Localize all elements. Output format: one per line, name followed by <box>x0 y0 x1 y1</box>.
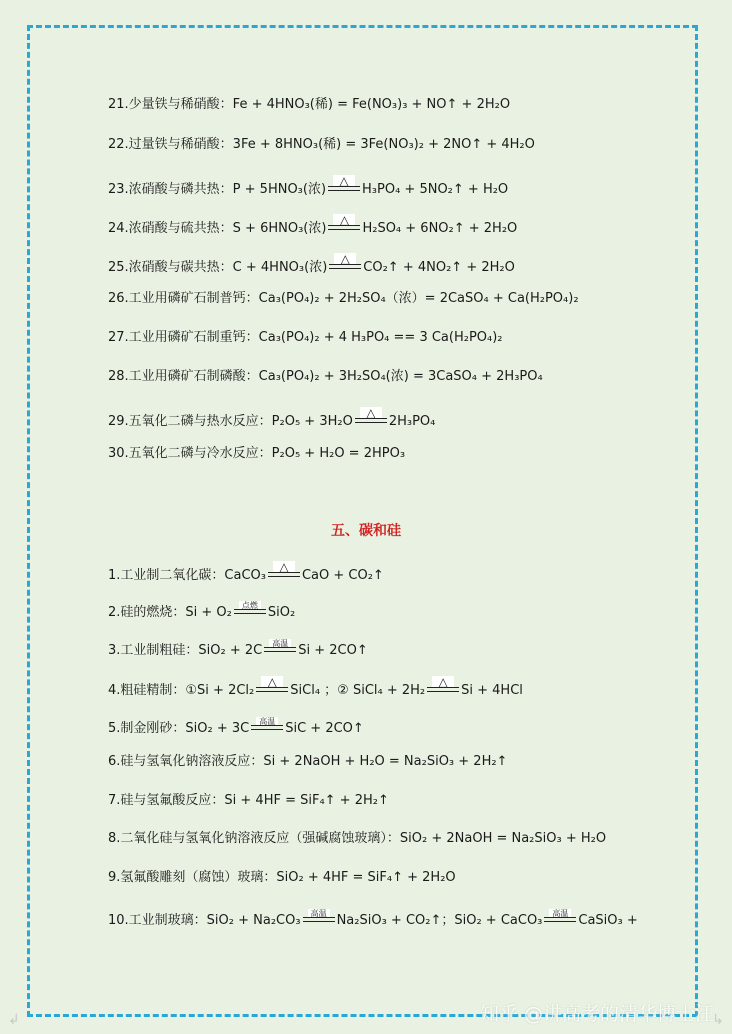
reaction-condition-label: △ <box>432 676 454 688</box>
equation-text: Si + 4HCl <box>461 683 523 698</box>
equals-bars <box>328 186 360 191</box>
equation-text: 21.少量铁与稀硝酸：Fe + 4HNO₃(稀) = Fe(NO₃)₃ + NO↑ + 2H₂O <box>108 97 511 112</box>
reaction-condition-label: 高温 <box>256 717 278 726</box>
equation-line-r27 <box>108 330 503 346</box>
equation-text: 4.粗硅精制：①Si + 2Cl₂ <box>108 683 255 698</box>
equation-line-r26 <box>108 291 579 307</box>
reaction-condition-sign <box>426 675 460 694</box>
reaction-condition-sign <box>543 908 577 924</box>
equation-line-s5 <box>108 716 364 737</box>
equation-text: 8.二氧化硅与氢氧化钠溶液反应（强碱腐蚀玻璃）：SiO₂ + 2NaOH = Na₂SiO₃ + H₂O <box>108 831 607 846</box>
equation-text: SiC + 2CO↑ <box>285 721 364 736</box>
equation-line-r29 <box>108 406 436 430</box>
equation-text: 29.五氧化二磷与热水反应：P₂O₅ + 3H₂O <box>108 414 353 429</box>
equation-text: Na₂SiO₃ + CO₂↑；SiO₂ + CaCO₃ <box>336 913 543 928</box>
reaction-condition-label: 高温 <box>308 909 330 918</box>
equals-bars <box>427 687 459 692</box>
reaction-condition-sign <box>250 716 284 732</box>
equation-text: SiCl₄ ；② SiCl₄ + 2H₂ <box>290 683 426 698</box>
equation-text: 25.浓硝酸与碳共热：C + 4HNO₃(浓) <box>108 260 328 275</box>
equation-text: 6.硅与氢氧化钠溶液反应：Si + 2NaOH + H₂O = Na₂SiO₃ + 2H₂↑ <box>108 754 508 769</box>
equation-line-s8 <box>108 831 606 847</box>
equation-text: 5.制金刚砂：SiO₂ + 3C <box>108 721 250 736</box>
section-heading: 五、碳和硅 <box>331 523 401 539</box>
equation-text: CaSiO₃ + <box>578 913 638 928</box>
equals-bars <box>256 687 288 692</box>
equation-line-s4 <box>108 675 523 699</box>
equation-line-s9 <box>108 870 456 886</box>
reaction-condition-label: △ <box>333 214 355 226</box>
equation-text: 27.工业用磷矿石制重钙：Ca₃(PO₄)₂ + 4 H₃PO₄ == 3 Ca(H₂PO₄)₂ <box>108 330 503 345</box>
equation-line-s6 <box>108 754 507 770</box>
reaction-condition-sign <box>267 560 301 579</box>
equation-text: 3.工业制粗硅：SiO₂ + 2C <box>108 643 263 658</box>
equation-text: 10.工业制玻璃：SiO₂ + Na₂CO₃ <box>108 913 301 928</box>
reaction-condition-sign <box>302 908 336 924</box>
equals-bars <box>303 917 335 922</box>
equals-bars <box>329 264 361 269</box>
equation-line-r22 <box>108 137 535 153</box>
equation-text: H₃PO₄ + 5NO₂↑ + H₂O <box>362 182 509 197</box>
equation-line-r28 <box>108 369 543 385</box>
equation-text: CO₂↑ + 4NO₂↑ + 2H₂O <box>363 260 515 275</box>
reaction-condition-sign <box>327 174 361 193</box>
reaction-condition-label: △ <box>333 175 355 187</box>
equation-text: 23.浓硝酸与磷共热：P + 5HNO₃(浓) <box>108 182 327 197</box>
equation-text: H₂SO₄ + 6NO₂↑ + 2H₂O <box>362 221 518 236</box>
equals-bars <box>251 725 283 730</box>
equation-text: 28.工业用磷矿石制磷酸：Ca₃(PO₄)₂ + 3H₂SO₄(浓) = 3CaSO₄ + 2H₃PO₄ <box>108 369 543 384</box>
equation-text: 24.浓硝酸与硫共热：S + 6HNO₃(浓) <box>108 221 327 236</box>
equation-text: 7.硅与氢氟酸反应：Si + 4HF = SiF₄↑ + 2H₂↑ <box>108 793 389 808</box>
equals-bars <box>264 647 296 652</box>
equals-bars <box>328 225 360 230</box>
equation-line-s7 <box>108 793 389 809</box>
reaction-condition-label: 点燃 <box>239 601 261 610</box>
reaction-condition-label: △ <box>360 407 382 419</box>
equation-text: SiO₂ <box>267 605 296 620</box>
reaction-condition-sign <box>255 675 289 694</box>
equation-text: Si + 2CO↑ <box>298 643 368 658</box>
reaction-condition-sign <box>327 213 361 232</box>
equation-line-r30 <box>108 446 405 462</box>
equation-text: 2.硅的燃烧：Si + O₂ <box>108 605 232 620</box>
equation-line-s10 <box>108 908 638 929</box>
equation-text: 9.氢氟酸雕刻（腐蚀）玻璃：SiO₂ + 4HF = SiF₄↑ + 2H₂O <box>108 870 456 885</box>
equals-bars <box>544 917 576 922</box>
reaction-condition-label: 高温 <box>269 639 291 648</box>
equation-line-s2 <box>108 600 295 621</box>
watermark: 知乎 @讲高考的清华博士汪 <box>479 1003 714 1025</box>
equation-line-r24 <box>108 213 518 237</box>
equals-bars <box>355 418 387 423</box>
corner-arrow-right-icon: ↳ <box>712 1012 724 1028</box>
equation-text: 26.工业用磷矿石制普钙：Ca₃(PO₄)₂ + 2H₂SO₄（浓）= 2CaSO₄ + Ca(H₂PO₄)₂ <box>108 291 579 306</box>
reaction-condition-label: △ <box>273 561 295 573</box>
equals-bars <box>268 572 300 577</box>
equals-bars <box>234 609 266 614</box>
equation-text: 30.五氧化二磷与冷水反应：P₂O₅ + H₂O = 2HPO₃ <box>108 446 406 461</box>
equation-line-s3 <box>108 638 368 659</box>
equation-text: 22.过量铁与稀硝酸：3Fe + 8HNO₃(稀) = 3Fe(NO₃)₂ + 2NO↑ + 4H₂O <box>108 137 535 152</box>
equation-text: 1.工业制二氧化碳：CaCO₃ <box>108 568 266 583</box>
reaction-condition-label: △ <box>261 676 283 688</box>
reaction-condition-label: △ <box>334 253 356 265</box>
equation-line-r21 <box>108 97 510 113</box>
reaction-condition-sign <box>263 638 297 654</box>
reaction-condition-sign <box>354 406 388 425</box>
reaction-condition-sign <box>328 252 362 271</box>
equation-line-r25 <box>108 252 515 276</box>
equation-text: 2H₃PO₄ <box>388 414 436 429</box>
corner-arrow-left-icon: ↲ <box>8 1012 20 1028</box>
equation-line-s1 <box>108 560 384 584</box>
reaction-condition-sign <box>233 600 267 616</box>
reaction-condition-label: 高温 <box>549 909 571 918</box>
equation-text: CaO + CO₂↑ <box>301 568 384 583</box>
equation-line-r23 <box>108 174 509 198</box>
